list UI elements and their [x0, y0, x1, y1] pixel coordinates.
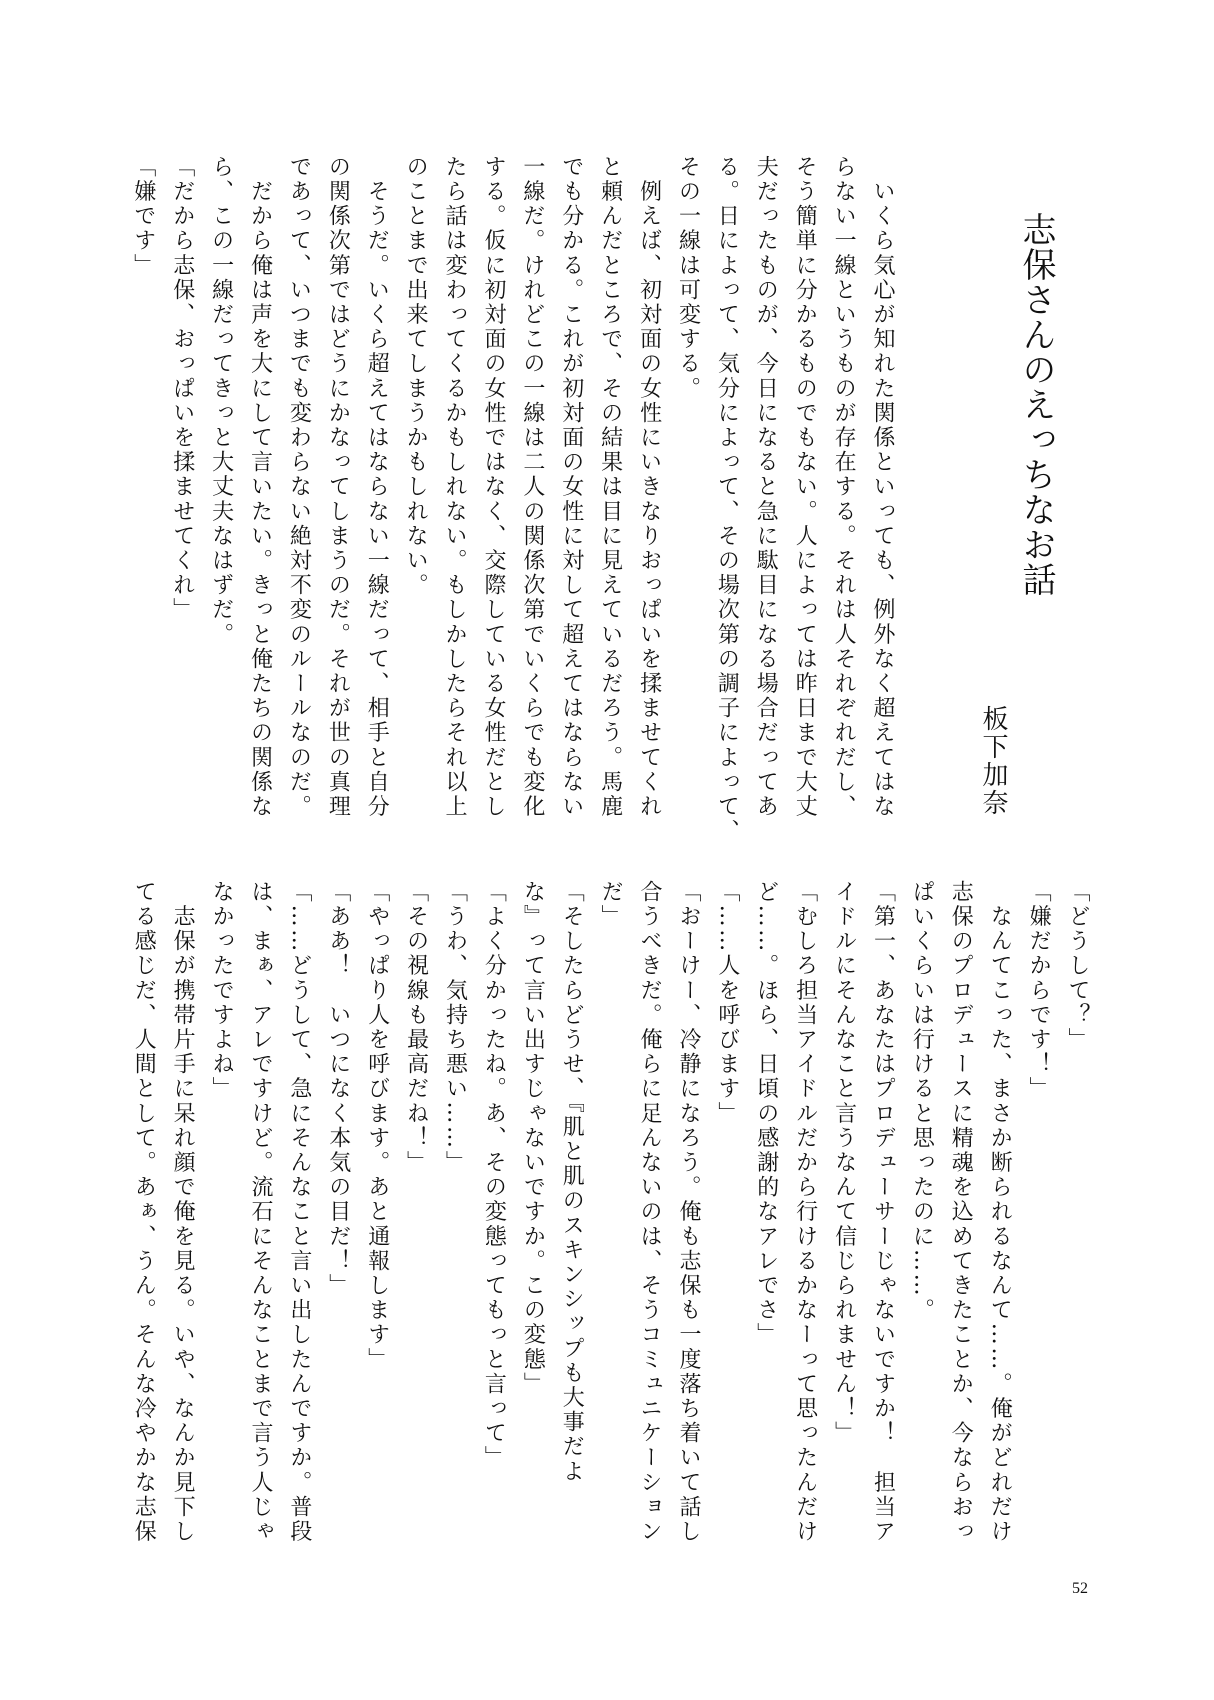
text-line: 「うわ、気持ち悪い……」	[442, 880, 468, 1176]
text-line: は、まぁ、アレですけど。流石にそんなことまで言う人じゃ	[247, 880, 273, 1545]
text-line: 「そしたらどうせ、『肌と肌のスキンシップも大事だよ	[559, 880, 585, 1484]
text-line: であって、いつまでも変わらない絶対不変のルールなのだ。	[286, 155, 312, 820]
text-line: る。日によって、気分によって、その場次第の調子によって、	[714, 155, 740, 844]
text-line: らない一線というものが存在する。それは人それぞれだし、	[831, 155, 857, 820]
text-line: てる感じだ、人間として。あぁ、うん。そんな冷やかな志保	[131, 880, 157, 1545]
text-line: 一線だ。けれどこの一線は二人の関係次第でいくらでも変化	[519, 155, 545, 820]
text-line: 「……どうして、急にそんなこと言い出したんですか。普段	[286, 880, 312, 1545]
text-line: と頼んだところで、その結果は目に見えているだろう。馬鹿	[597, 155, 623, 820]
body-text-lower	[123, 880, 1096, 1546]
text-line: の関係次第ではどうにかなってしまうのだ。それが世の真理	[325, 155, 351, 820]
text-line: ぱいくらいは行けると思ったのに……。	[909, 880, 935, 1323]
author-name: 板下加奈	[978, 705, 1008, 817]
text-line: 「どうして？」	[1065, 880, 1090, 1053]
text-line: でも分かる。これが初対面の女性に対して超えてはならない	[558, 155, 584, 820]
text-line: 「むしろ担当アイドルだから行けるかなーって思ったんだけ	[792, 880, 818, 1545]
text-line: なんてこった、まさか断られるなんて……。俺がどれだけ	[987, 880, 1013, 1545]
text-line: 「第一、あなたはプロデューサーじゃないですか！ 担当ア	[870, 880, 896, 1545]
page-number: 52	[1072, 1580, 1088, 1597]
text-line: 例えば、初対面の女性にいきなりおっぱいを揉ませてくれ	[636, 155, 662, 820]
text-line: ど……。ほら、日頃の感謝的なアレでさ」	[753, 880, 779, 1348]
text-line: そう簡単に分かるものでもない。人によっては昨日まで大丈	[792, 155, 818, 820]
text-line: する。仮に初対面の女性ではなく、交際している女性だとし	[480, 155, 506, 820]
text-line: イドルにそんなこと言うなんて信じられません！」	[831, 880, 857, 1446]
text-line: 「ああ！ いつになく本気の目だ！」	[325, 880, 351, 1299]
text-line: のことまで出来てしまうかもしれない。	[403, 155, 429, 598]
text-line: 「おーけー、冷静になろう。俺も志保も一度落ち着いて話し	[675, 880, 701, 1545]
text-line: 志保のプロデュースに精魂を込めてきたことか、今ならおっ	[948, 880, 974, 1545]
text-line: なかったですよね」	[209, 880, 235, 1102]
text-line: いくら気心が知れた関係といっても、例外なく超えてはな	[870, 155, 895, 820]
text-line: 「その視線も最高だね！」	[403, 880, 429, 1176]
text-line: だから俺は声を大にして言いたい。きっと俺たちの関係な	[247, 155, 273, 820]
text-line: な』って言い出すじゃないですか。この変態」	[520, 880, 546, 1397]
text-line: 「……人を呼びます」	[714, 880, 740, 1126]
text-line: 合うべきだ。俺らに足んないのは、そうコミュニケーション	[637, 880, 663, 1545]
text-line: そうだ。いくら超えてはならない一線だって、相手と自分	[364, 155, 390, 820]
text-line: 志保が携帯片手に呆れ顔で俺を見る。いや、なんか見下し	[170, 880, 196, 1545]
text-line: 「やっぱり人を呼びます。あと通報します」	[364, 880, 390, 1372]
text-line: だ」	[598, 880, 624, 930]
text-line: 「嫌です」	[130, 155, 156, 278]
body-text-upper	[123, 155, 901, 844]
text-line: 「よく分かったね。あ、その変態ってもっと言って」	[481, 880, 507, 1471]
text-line: 「嫌だからです！」	[1026, 880, 1052, 1102]
text-line: ら、この一線だってきっと大丈夫なはずだ。	[208, 155, 234, 647]
text-line: たら話は変わってくるかもしれない。もしかしたらそれ以上	[442, 155, 468, 820]
story-title: 志保さんのえっちなお話	[1016, 212, 1056, 597]
text-line: 「だから志保、おっぱいを揉ませてくれ」	[169, 155, 195, 623]
text-line: 夫だったものが、今日になると急に駄目になる場合だってあ	[753, 155, 779, 820]
text-line: その一線は可変する。	[675, 155, 701, 401]
